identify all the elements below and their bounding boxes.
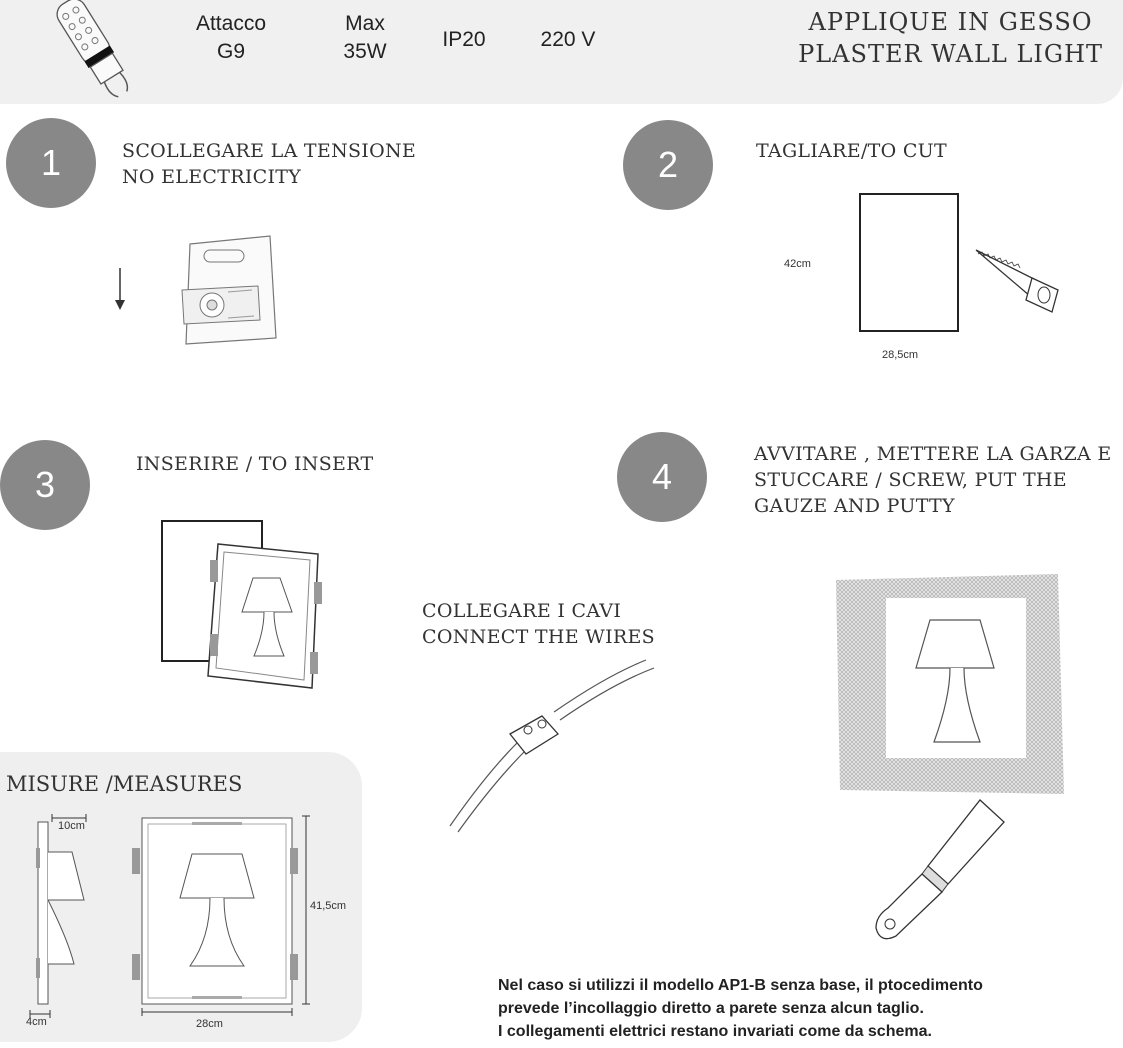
putty-knife-icon xyxy=(868,796,1008,944)
saw-icon xyxy=(968,240,1068,320)
depth-bottom-label: 4cm xyxy=(26,1016,47,1028)
ap1b-note xyxy=(498,974,1118,1043)
step-4-text xyxy=(754,441,1112,519)
max-power-spec xyxy=(330,10,400,66)
ip-rating: IP20 xyxy=(442,28,486,51)
title-en: PLASTER WALL LIGHT xyxy=(798,40,1103,68)
step-2-circle: 2 xyxy=(623,120,713,210)
step-1-text xyxy=(122,138,416,190)
max-label: Max xyxy=(345,12,385,35)
wires-line2: CONNECT THE WIRES xyxy=(422,626,655,648)
note-line2: prevede l’incollaggio diretto a parete senza alcun taglio. xyxy=(498,1000,924,1017)
cut-height-label: 42cm xyxy=(784,258,811,270)
height-label: 41,5cm xyxy=(310,900,347,912)
cut-width-label: 28,5cm xyxy=(882,349,919,361)
step-1-line2: NO ELECTRICITY xyxy=(122,166,302,188)
depth-top-label: 10cm xyxy=(58,820,85,832)
step-4-line2: STUCCARE / SCREW, PUT THE xyxy=(754,469,1067,491)
max-value: 35W xyxy=(343,40,387,63)
gauze-putty-illustration xyxy=(832,570,1068,800)
cut-rectangle xyxy=(859,193,959,332)
measures-drawing xyxy=(22,808,352,1034)
note-line1: Nel caso si utilizzi il modello AP1-B senza base, il ptocedimento xyxy=(498,977,983,994)
step-1-circle: 1 xyxy=(6,118,96,208)
wire-connector-illustration xyxy=(446,654,660,838)
product-title xyxy=(798,6,1103,70)
step-3-circle: 3 xyxy=(0,440,90,530)
step-4-line3: GAUZE AND PUTTY xyxy=(754,495,955,517)
wires-line1: COLLEGARE I CAVI xyxy=(422,600,622,622)
socket-label: Attacco xyxy=(195,12,267,35)
note-line3: I collegamenti elettrici restano invariati come da schema. xyxy=(498,1023,932,1040)
step-2-text: TAGLIARE/TO CUT xyxy=(756,140,947,162)
step-4-circle: 4 xyxy=(617,432,707,522)
socket-spec xyxy=(186,10,276,66)
wires-text xyxy=(422,598,655,650)
step-1-line1: SCOLLEGARE LA TENSIONE xyxy=(122,140,417,162)
socket-value: G9 xyxy=(216,40,245,63)
step-4-line1: AVVITARE , METTERE LA GARZA E xyxy=(754,443,1112,465)
g9-bulb-icon xyxy=(40,0,150,100)
voltage: 220 V xyxy=(540,28,596,51)
measures-title: MISURE /MEASURES xyxy=(6,772,243,796)
title-it: APPLIQUE IN GESSO xyxy=(808,8,1093,36)
breaker-switch-icon xyxy=(108,228,288,352)
insert-box-illustration xyxy=(158,516,328,692)
width-label: 28cm xyxy=(196,1018,223,1030)
step-3-text: INSERIRE / TO INSERT xyxy=(136,453,374,475)
